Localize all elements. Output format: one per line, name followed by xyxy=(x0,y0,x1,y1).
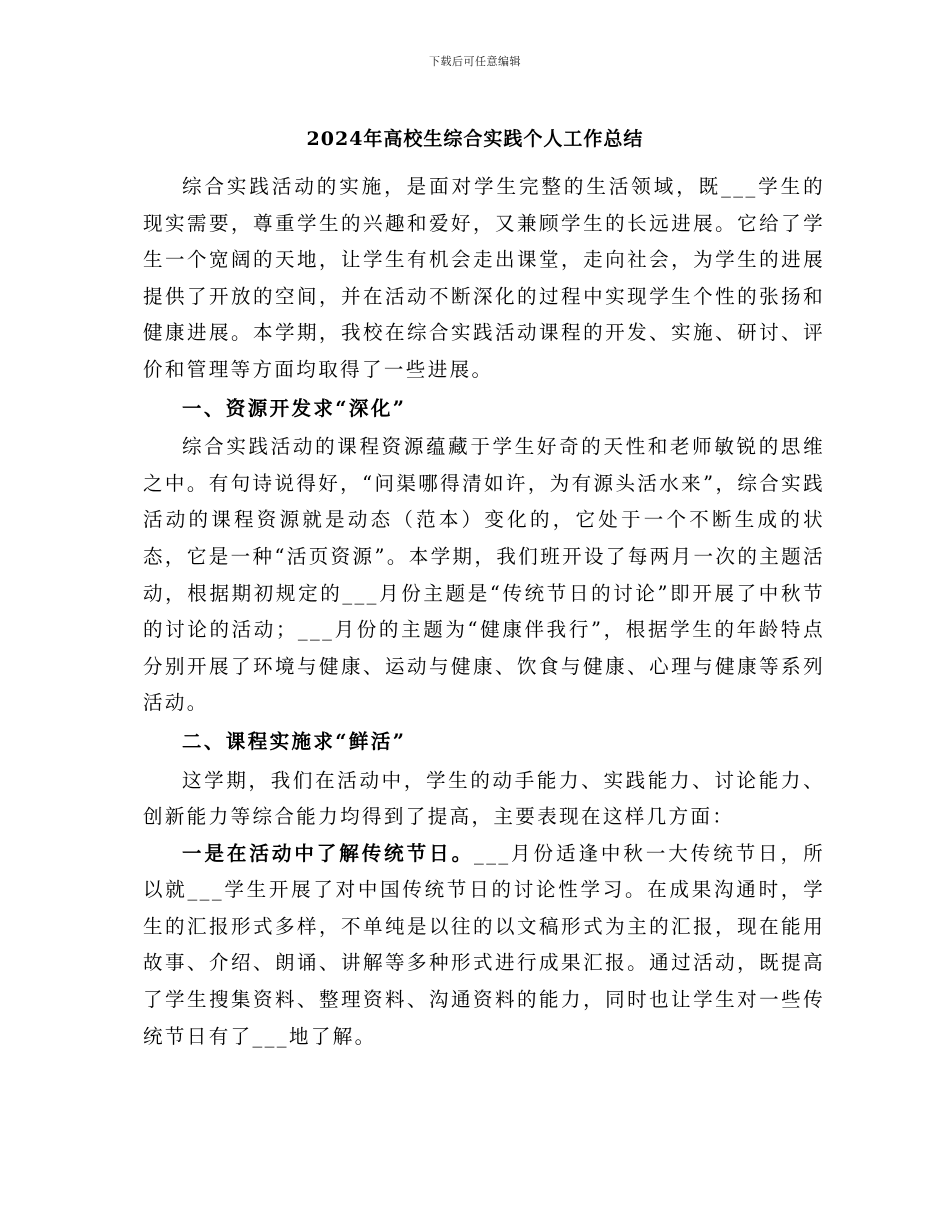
document-title: 2024年高校生综合实践个人工作总结 xyxy=(306,128,644,150)
section-heading-1: 一、资源开发求“深化” xyxy=(182,396,407,420)
section-heading-2: 二、课程实施求“鲜活” xyxy=(182,729,407,753)
point-1-lead: 一是在活动中了解传统节日。 xyxy=(182,841,475,865)
section-2-paragraph: 这学期，我们在活动中，学生的动手能力、实践能力、讨论能力、创新能力等综合能力均得到了提高，主要表现在这样几方面： xyxy=(143,768,825,829)
document-body xyxy=(143,169,825,1055)
point-1-paragraph xyxy=(143,836,825,1056)
page-header: 下载后可任意编辑 xyxy=(429,55,521,68)
intro-paragraph: 综合实践活动的实施，是面对学生完整的生活领域，既___学生的现实需要，尊重学生的兴趣和爱好，又兼顾学生的长远进展。它给了学生一个宽阔的天地，让学生有机会走出课堂，走向社会，为学生的进展提供了开放的空间，并在活动不断深化的过程中实现学生个性的张扬和健康进展。本学期，我校在综合实践活动课程的开发、实施、研讨、评价和管理等方面均取得了一些进展。 xyxy=(143,175,825,381)
section-1-paragraph: 综合实践活动的课程资源蕴藏于学生好奇的天性和老师敏锐的思维之中。有句诗说得好，“问渠哪得清如许，为有源头活水来”，综合实践活动的课程资源就是动态（范本）变化的，它处于一个不断生成的状态，它是一种“活页资源”。本学期，我们班开设了每两月一次的主题活动，根据期初规定的___月份主题是“传统节日的讨论”即开展了中秋节的讨论的活动；___月份的主题为“健康伴我行”，根据学生的年龄特点分别开展了环境与健康、运动与健康、饮食与健康、心理与健康等系列活动。 xyxy=(143,435,825,715)
point-1-text: ___月份适逢中秋一大传统节日，所以就___学生开展了对中国传统节日的讨论性学习。在成果沟通时，学生的汇报形式多样，不单纯是以往的以文稿形式为主的汇报，现在能用故事、介绍、朗诵、讲解等多种形式进行成果汇报。通过活动，既提高了学生搜集资料、整理资料、沟通资料的能力，同时也让学生对一些传统节日有了___地了解。 xyxy=(143,841,825,1048)
